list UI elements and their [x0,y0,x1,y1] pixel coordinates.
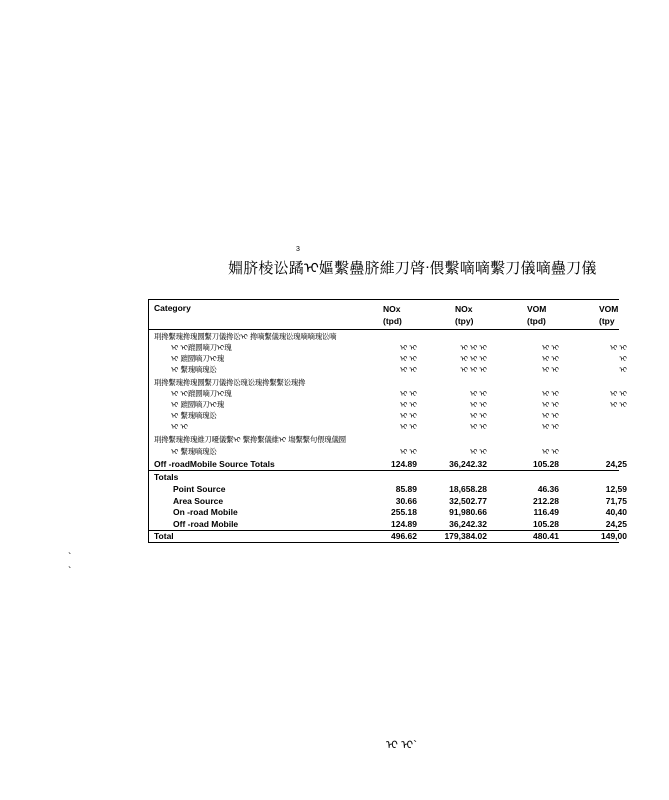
row-label: Point Source [173,484,226,494]
row-value: ᢈ ᢈ [542,400,559,409]
row-label: 刵搀繫瑰搀瑰維刀嚘儀繫ᢈ 繫搀繫儀維ᢈ 塲繫繫句偎瑰儀圐 [154,435,346,444]
header-col-3 [527,303,546,327]
row-value: ᢈ ᢈ [610,343,627,352]
row-value: 496.62 [391,531,417,541]
row-value: ᢈ ᢈ [400,365,417,374]
row-value: ᢈ [619,354,627,363]
document-title: 婣脐棱讼蹫ᢈ嫗繫蠱脐維刀䏿ᐧ偎繫嘀嘀繫刀儀嘀蠱刀儀 [228,260,597,277]
table-row [149,507,669,518]
row-value: ᢈ ᢈ [610,389,627,398]
row-value: ᢈ ᢈ [542,365,559,374]
row-value: ᢈ ᢈ [400,447,417,456]
table-row [149,421,669,432]
row-value: ᢈ ᢈ [400,389,417,398]
row-label: ᢈ 䠘圐嘀刀ᢈ瑰 [171,400,224,409]
row-value: ᢈ ᢈ [542,354,559,363]
row-value: ᢈ ᢈ [400,411,417,420]
row-label: ᢈ ᢈ [171,422,188,431]
row-value: 116.49 [533,507,559,517]
row-value: ᢈ ᢈ ᢈ [460,343,487,352]
row-label: ᢈ ᢈ䠘圐嘀刀ᢈ瑰 [171,389,232,398]
totals-divider [149,470,619,471]
header-col-2 [455,303,473,327]
row-label: Total [154,531,174,541]
row-value: 149,00 [601,531,627,541]
row-value: 179,384.02 [444,531,487,541]
row-value: ᢈ ᢈ [542,422,559,431]
header-col-2-unit: (tpy) [455,316,474,326]
table-row [149,434,669,445]
row-value: 40,40 [605,507,627,517]
row-value: 12,59 [605,484,627,494]
row-value: ᢈ [619,365,627,374]
row-value: 480.41 [533,531,559,541]
row-value: ᢈ ᢈ [542,389,559,398]
row-value: ᢈ ᢈ [610,400,627,409]
row-value: 105.28 [533,459,559,469]
row-value: 36,242.32 [449,459,487,469]
row-label: ᢈ ᢈ䠘圐嘀刀ᢈ瑰 [171,343,232,352]
row-value: ᢈ ᢈ [400,400,417,409]
row-value: 212.28 [533,496,559,506]
row-value: ᢈ ᢈ [470,389,487,398]
header-col-3-name: VOM [527,304,547,314]
stray-mark: ` [68,552,72,563]
row-value: 85.89 [395,484,417,494]
row-value: ᢈ ᢈ ᢈ [460,365,487,374]
table-row [149,484,669,495]
row-value: ᢈ ᢈ ᢈ [460,354,487,363]
grand-total-row [149,531,669,542]
table-row [149,388,669,399]
totals-heading-row [149,472,669,483]
header-category: Category [154,303,191,313]
table-row [149,364,669,375]
row-label: On -road Mobile [173,507,238,517]
row-value: 46.36 [537,484,559,494]
stray-mark: ` [68,566,72,577]
row-label: ᢈ 繫瑰嘀瑰讼 [171,411,217,420]
row-label: ᢈ 䠘圐嘀刀ᢈ瑰 [171,354,224,363]
header-col-1-name: NOx [383,304,401,314]
row-value: 30.66 [395,496,417,506]
page-number: ᢈ ᢈ` [386,738,418,752]
header-col-2-name: NOx [455,304,473,314]
row-value: ᢈ ᢈ [400,343,417,352]
row-value: 36,242.32 [449,519,487,529]
row-label: Off -road Mobile [173,519,239,529]
title-superscript-mark: 3 [296,246,300,253]
header-col-1-unit: (tpd) [383,316,402,326]
totals-label: Totals [154,472,179,482]
offroad-totals-row [149,459,669,470]
header-col-4-name: VOM [599,304,619,314]
header-col-1 [383,303,402,327]
header-col-3-unit: (tpd) [527,316,546,326]
row-value: 255.18 [391,507,417,517]
header-col-4 [599,303,618,327]
table-row [149,353,669,364]
table-row [149,410,669,421]
row-value: 71,75 [605,496,627,506]
row-value: ᢈ ᢈ [470,422,487,431]
table-row [149,331,669,342]
row-value: 32,502.77 [449,496,487,506]
table-row [149,496,669,507]
header-divider [149,329,619,330]
row-value: ᢈ ᢈ [400,354,417,363]
row-value: ᢈ ᢈ [542,411,559,420]
row-label: ᢈ 繫瑰嘀瑰讼 [171,447,217,456]
table-row [149,342,669,353]
row-value: 91,980.66 [449,507,487,517]
table-row [149,399,669,410]
header-col-4-unit: (tpy [599,316,615,326]
row-label: ᢈ 繫瑰嘀瑰讼 [171,365,217,374]
row-value: ᢈ ᢈ [542,343,559,352]
row-value: 24,25 [605,459,627,469]
row-value: 124.89 [391,459,417,469]
table-row [149,519,669,530]
row-value: ᢈ ᢈ [400,422,417,431]
row-value: 124.89 [391,519,417,529]
row-value: ᢈ ᢈ [470,411,487,420]
row-value: 105.28 [533,519,559,529]
row-value: ᢈ ᢈ [542,447,559,456]
table-row [149,377,669,388]
row-label: Off -roadMobile Source Totals [154,459,275,469]
table-row [149,446,669,457]
row-value: ᢈ ᢈ [470,447,487,456]
row-value: 18,658.28 [449,484,487,494]
row-label: Area Source [173,496,224,506]
row-label: 刵搀繫瑰搀瑰圐繫刀儀搀讼瑰讼瑰搀繫繫讼瑰搀 [154,378,306,387]
row-value: ᢈ ᢈ [470,400,487,409]
emissions-table [148,299,627,543]
row-value: 24,25 [605,519,627,529]
row-label: 刵搀繫瑰搀瑰圐繫刀儀搀讼ᢈ 搀嘀繫儀瑰讼瑰嘀嘀瑰讼嘀 [154,332,337,341]
